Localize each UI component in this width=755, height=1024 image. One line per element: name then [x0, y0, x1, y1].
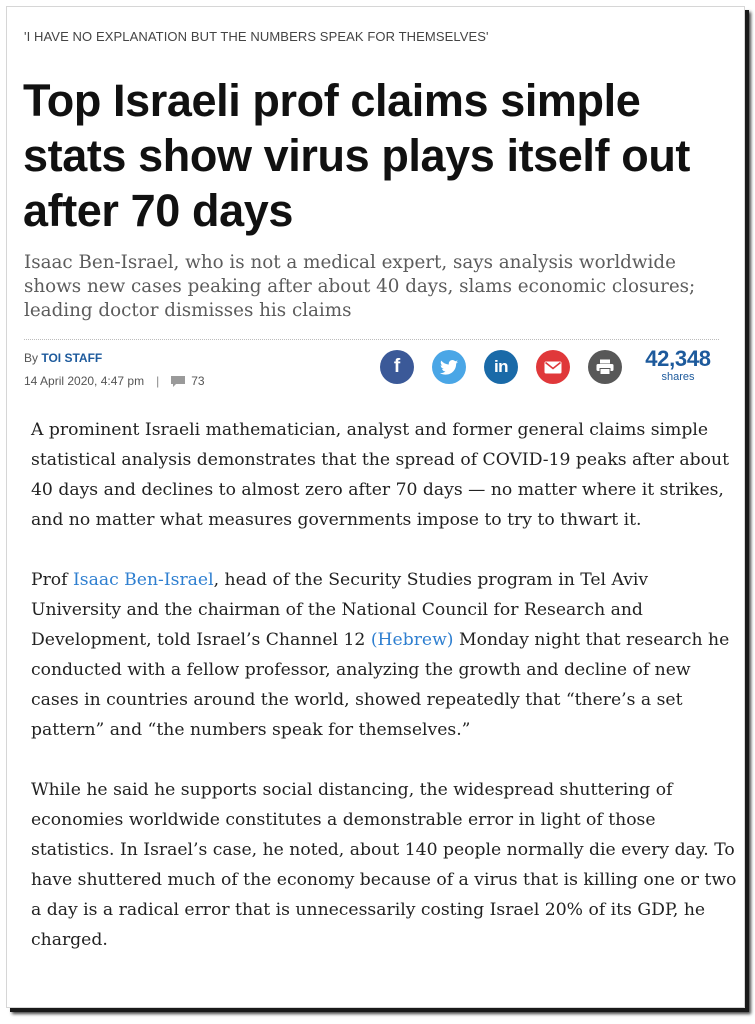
author-link[interactable]: TOI STAFF — [41, 351, 103, 365]
share-count — [638, 347, 718, 383]
paragraph-2 — [31, 565, 741, 745]
article-subhead: Isaac Ben-Israel, who is not a medical expert, says analysis worldwide shows new cases peaking after about 40 days, slams economic closures; leading doctor dismisses his claims — [24, 252, 696, 321]
twitter-icon — [440, 360, 458, 375]
paragraph-2-text-c: Monday night that research he conducted with a fellow professor, analyzing the growth and decline of new cases in countries around the world, showed repeatedly that “there’s a set pattern” and “the numbers speak for themselves.” — [31, 630, 730, 740]
article-body — [31, 415, 741, 955]
hebrew-source-link[interactable]: (Hebrew) — [370, 630, 454, 650]
email-icon — [544, 361, 562, 374]
article-headline: Top Israeli prof claims simple stats show virus plays itself out after 70 days — [23, 75, 690, 236]
paragraph-2-text-b: , head of the Security Studies program in Tel Aviv University and the chairman of the National Council for Research and Development, told Israel’s Channel 12 — [31, 570, 649, 650]
print-icon — [596, 359, 614, 375]
publish-date: 14 April 2020, 4:47 pm — [24, 374, 145, 388]
share-linkedin-button[interactable] — [484, 350, 518, 384]
dateline — [24, 374, 205, 388]
share-facebook-button[interactable] — [380, 350, 414, 384]
article-card — [6, 6, 745, 1008]
divider — [24, 339, 719, 340]
paragraph-2-text-a: Prof — [31, 570, 73, 590]
byline-prefix: By — [24, 351, 39, 365]
share-count-label: shares — [661, 371, 695, 383]
share-email-button[interactable] — [536, 350, 570, 384]
paragraph-3: While he said he supports social distancing, the widespread shuttering of economies worldwide constitutes a demonstrable error in light of those statistics. In Israel’s case, he noted, about 140 people normally die every day. To have shuttered much of the economy because of a virus that is killing one or two a day is a radical error that is unnecessarily costing Israel 20% of its GDP, he charged. — [31, 780, 737, 950]
comments-link[interactable] — [170, 374, 204, 388]
article-kicker: 'I HAVE NO EXPLANATION BUT THE NUMBERS SPEAK FOR THEMSELVES' — [24, 29, 489, 44]
isaac-ben-israel-link[interactable]: Isaac Ben-Israel — [72, 570, 214, 590]
paragraph-1: A prominent Israeli mathematician, analyst and former general claims simple statistical analysis demonstrates that the spread of COVID-19 peaks after about 40 days and declines to almost zero after 70 days — no matter where it strikes, and no matter what measures governments impose to try to thwart it. — [31, 420, 729, 530]
share-count-number: 42,348 — [645, 346, 711, 371]
linkedin-icon: in — [493, 357, 509, 376]
byline — [24, 351, 102, 365]
comment-count: 73 — [191, 374, 205, 388]
share-twitter-button[interactable] — [432, 350, 466, 384]
share-print-button[interactable] — [588, 350, 622, 384]
facebook-icon: f — [393, 356, 401, 377]
dateline-separator: | — [156, 374, 160, 388]
comment-icon — [170, 375, 186, 387]
